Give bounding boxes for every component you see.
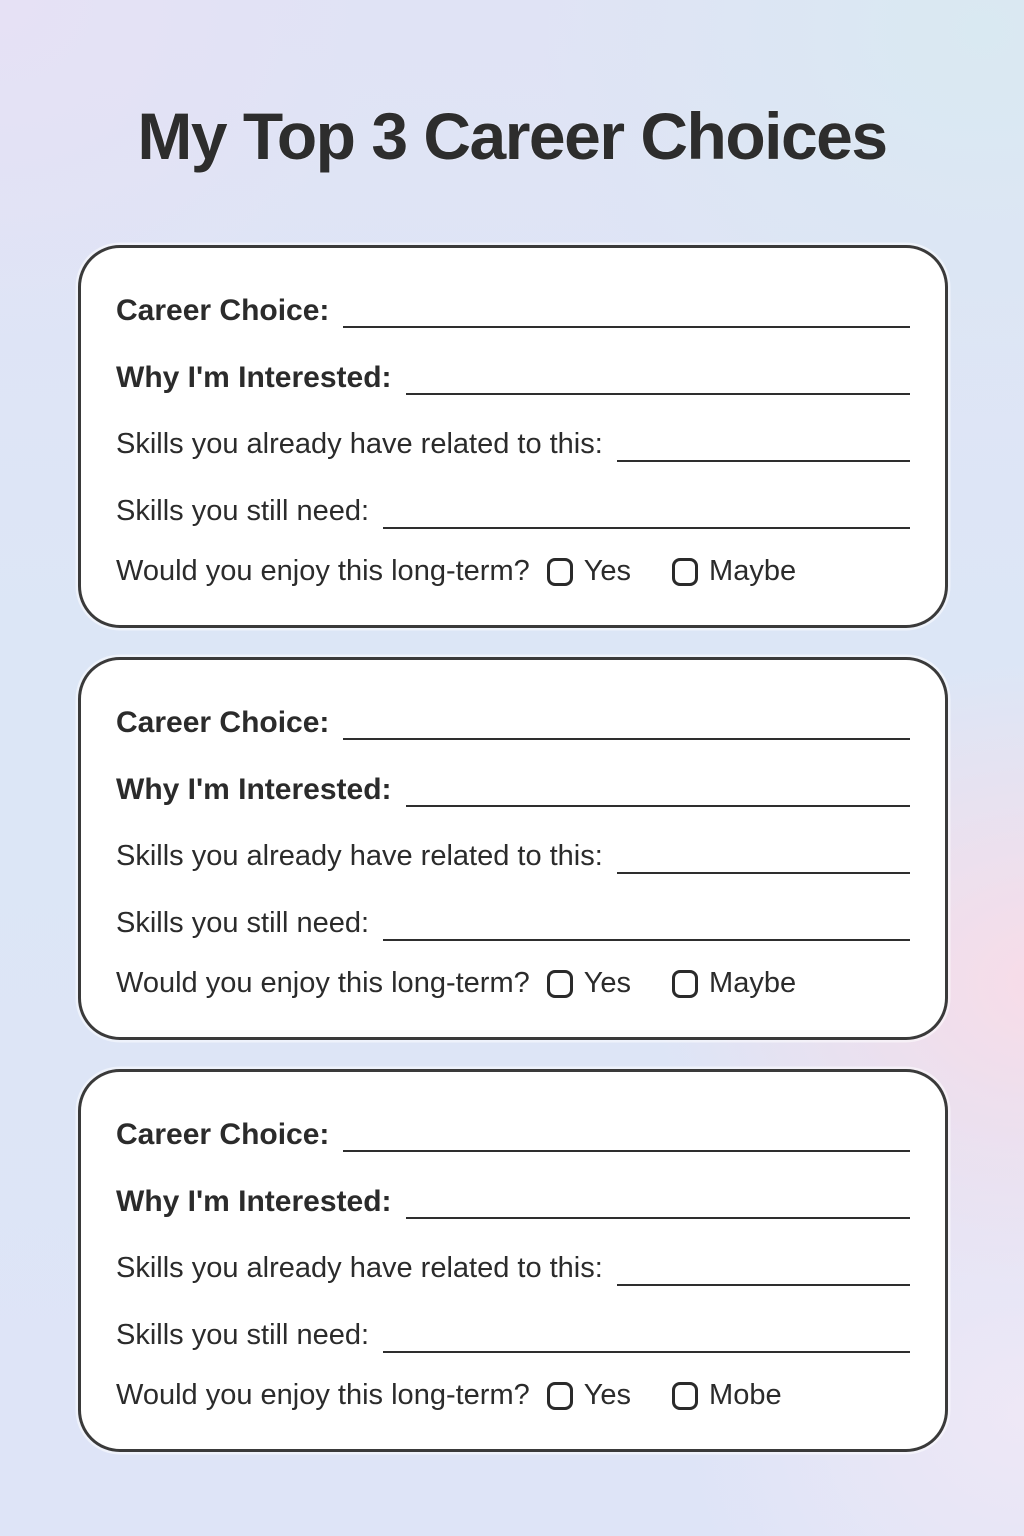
career-choice-row — [116, 272, 910, 339]
skills-need-label: Skills you still need: — [116, 907, 370, 940]
enjoy-long-term-label: Would you enjoy this long-term? — [116, 966, 530, 999]
why-interested-blank-line[interactable] — [406, 1217, 910, 1219]
career-cards-list — [78, 245, 948, 1452]
skills-need-row — [116, 885, 910, 952]
career-choice-label: Career Choice: — [116, 294, 330, 327]
career-card-1 — [78, 245, 948, 628]
skills-have-blank-line[interactable] — [617, 1284, 910, 1286]
page-title: My Top 3 Career Choices — [137, 99, 887, 173]
maybe-label: Maybe — [709, 966, 797, 999]
why-interested-blank-line[interactable] — [406, 393, 910, 395]
why-interested-row — [116, 751, 910, 818]
skills-have-label: Skills you already have related to this: — [116, 428, 603, 461]
enjoy-long-term-label: Would you enjoy this long-term? — [116, 1378, 530, 1411]
career-card-3 — [78, 1069, 948, 1452]
skills-have-row — [116, 818, 910, 885]
skills-have-row — [116, 406, 910, 473]
skills-need-blank-line[interactable] — [383, 1351, 910, 1353]
skills-have-label: Skills you already have related to this: — [116, 1252, 603, 1285]
skills-have-label: Skills you already have related to this: — [116, 840, 603, 873]
career-choice-blank-line[interactable] — [343, 1150, 910, 1152]
enjoy-long-term-label: Would you enjoy this long-term? — [116, 554, 530, 587]
skills-need-label: Skills you still need: — [116, 1319, 370, 1352]
maybe-checkbox[interactable] — [672, 558, 698, 586]
maybe-checkbox[interactable] — [672, 1382, 698, 1410]
skills-need-label: Skills you still need: — [116, 495, 370, 528]
career-choice-row — [116, 1096, 910, 1163]
why-interested-label: Why I'm Interested: — [116, 1185, 392, 1218]
enjoy-long-term-row — [116, 1364, 910, 1431]
skills-have-blank-line[interactable] — [617, 460, 910, 462]
career-card-2 — [78, 657, 948, 1040]
enjoy-long-term-row — [116, 540, 910, 607]
why-interested-row — [116, 339, 910, 406]
yes-label: Yes — [583, 966, 632, 999]
skills-have-blank-line[interactable] — [617, 872, 910, 874]
maybe-checkbox[interactable] — [672, 970, 698, 998]
yes-checkbox[interactable] — [547, 970, 573, 998]
maybe-label: Maybe — [709, 554, 797, 587]
yes-label: Yes — [583, 1378, 632, 1411]
career-choice-label: Career Choice: — [116, 1118, 330, 1151]
skills-need-row — [116, 1297, 910, 1364]
why-interested-label: Why I'm Interested: — [116, 773, 392, 806]
skills-have-row — [116, 1230, 910, 1297]
career-choice-blank-line[interactable] — [343, 326, 910, 328]
why-interested-label: Why I'm Interested: — [116, 361, 392, 394]
why-interested-blank-line[interactable] — [406, 805, 910, 807]
skills-need-blank-line[interactable] — [383, 939, 910, 941]
why-interested-row — [116, 1163, 910, 1230]
yes-label: Yes — [583, 554, 632, 587]
career-choice-label: Career Choice: — [116, 706, 330, 739]
maybe-label: Mobe — [709, 1378, 782, 1411]
yes-checkbox[interactable] — [547, 1382, 573, 1410]
career-choice-row — [116, 684, 910, 751]
skills-need-row — [116, 473, 910, 540]
yes-checkbox[interactable] — [547, 558, 573, 586]
skills-need-blank-line[interactable] — [383, 527, 910, 529]
career-choice-blank-line[interactable] — [343, 738, 910, 740]
enjoy-long-term-row — [116, 952, 910, 1019]
